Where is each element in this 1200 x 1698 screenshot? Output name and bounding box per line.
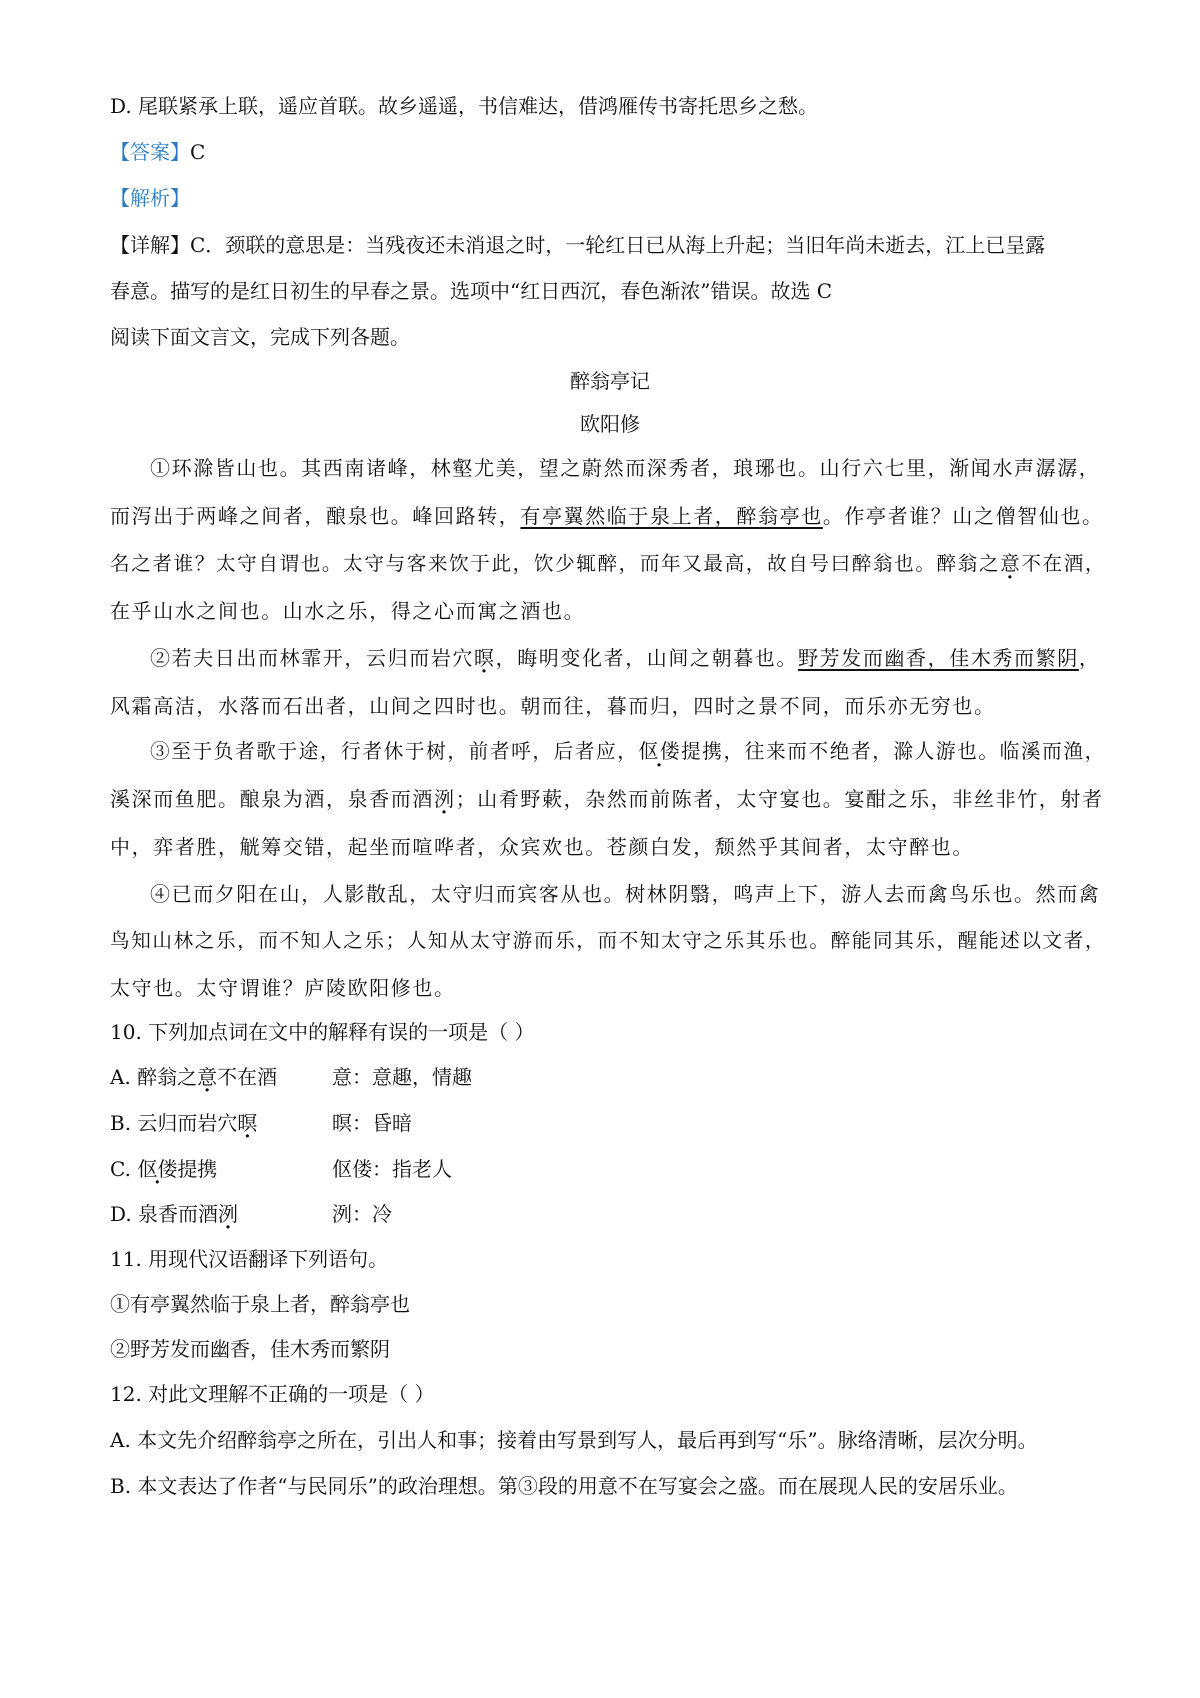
q10-b-dotted: 暝 — [237, 1111, 258, 1135]
q10-b-text: B. 云归而岩穴 — [110, 1111, 238, 1135]
para3-line3: 中，弈者胜，觥筹交错，起坐而喧哗者，众宾欢也。苍颜白发，颓然乎其间者，太守醉也。 — [110, 835, 974, 859]
q12-option-b: B. 本文表达了作者“与民同乐”的政治理想。第③段的用意不在写宴会之盛。而在展现人民的安居乐业。 — [110, 1474, 1018, 1498]
analysis-tag: 【解析】 — [110, 186, 190, 210]
q10-d-dotted: 洌 — [218, 1202, 239, 1226]
para2-line1-c: ， — [1078, 646, 1101, 670]
para3-line1-a: ③至于负者歌于途，行者休于树，前者呼，后者应， — [150, 740, 639, 763]
q9-option-d: D. 尾联紧承上联，遥应首联。故乡遥遥，书信难达，借鸿雁传书寄托思乡之愁。 — [110, 94, 819, 118]
q10-d-explanation: 洌：冷 — [332, 1202, 392, 1226]
q10-b-explanation: 暝：昏暗 — [332, 1111, 412, 1135]
q9-detail-line-1: 【详解】C．颈联的意思是：当残夜还未消退之时，一轮红日已从海上升起；当旧年尚未逝去，江上已呈露 — [110, 233, 1046, 257]
q10-c-text: C. — [110, 1157, 138, 1181]
dotted-word-yulou: 伛偻 — [638, 740, 682, 763]
q12-stem: 12. 对此文理解不正确的一项是（ ） — [110, 1382, 435, 1406]
q10-c-dotted: 伛偻 — [137, 1157, 178, 1181]
para3-line2-b: ；山肴野蔌，杂然而前陈者，太守宴也。宴酣之乐，非丝非竹，射者 — [455, 787, 1104, 811]
q10-a-explanation: 意：意趣，情趣 — [332, 1065, 472, 1089]
answer-value: C — [190, 140, 206, 164]
q10-option-a — [110, 1065, 472, 1089]
q10-option-c — [110, 1157, 452, 1181]
para1-line3-b: 不在酒， — [1021, 552, 1107, 575]
para1-line2 — [110, 504, 1104, 528]
para1-line2-b: 。作亭者谁？山之僧智仙也。 — [822, 504, 1104, 528]
q10-c-explanation: 伛偻：指老人 — [332, 1157, 452, 1181]
underlined-sentence-1: 有亭翼然临于泉上者，醉翁亭也 — [520, 504, 823, 528]
dotted-word-yi: 意 — [1000, 552, 1022, 575]
q9-detail-line-2: 春意。描写的是红日初生的早春之景。选项中“红日西沉，春色渐浓”错误。故选 C — [110, 279, 833, 303]
q11-item-2: ②野芳发而幽香，佳木秀而繁阴 — [110, 1337, 390, 1361]
q10-c-text-b: 提携 — [177, 1157, 218, 1181]
para4-line3: 太守也。太守谓谁？庐陵欧阳修也。 — [110, 976, 456, 1000]
para3-line1 — [150, 740, 1106, 764]
dotted-word-lie: 洌 — [434, 787, 456, 811]
para4-line2: 鸟知山林之乐，而不知人之乐；人知从太守游而乐，而不知太守之乐其乐也。醉能同其乐，醒能述以文者， — [110, 929, 1107, 952]
q10-a-dotted: 意 — [197, 1065, 218, 1089]
dotted-word-ming: 暝 — [474, 646, 496, 670]
q10-stem: 10. 下列加点词在文中的解释有误的一项是（ ） — [110, 1020, 535, 1044]
para1-line4: 在乎山水之间也。山水之乐，得之心而寓之酒也。 — [110, 599, 586, 623]
q10-option-d — [110, 1202, 392, 1226]
q10-a-text-b: 不在酒 — [217, 1065, 278, 1089]
para3-line1-b: 提携，往来而不绝者，滁人游也。临溪而渔， — [681, 740, 1106, 763]
para1-line3 — [110, 552, 1106, 576]
para2-line1-b: ，晦明变化者，山间之朝暮也。 — [495, 646, 799, 670]
q11-stem: 11. 用现代汉语翻译下列语句。 — [110, 1247, 389, 1271]
para2-line1-a: ②若夫日出而林霏开，云归而岩穴 — [150, 646, 474, 670]
para2-line2: 风霜高洁，水落而石出者，山间之四时也。朝而往，暮而归，四时之景不同，而乐亦无穷也。 — [110, 694, 996, 718]
para1-line3-a: 名之者谁？太守自谓也。太守与客来饮于此，饮少辄醉，而年又最高，故自号曰醉翁也。醉翁之 — [110, 552, 1001, 575]
para3-line2-a: 溪深而鱼肥。酿泉为酒，泉香而酒 — [110, 787, 434, 811]
answer-line — [110, 140, 205, 164]
para2-line1 — [150, 646, 1100, 670]
q10-a-text: A. 醉翁之 — [110, 1065, 198, 1089]
passage-author: 欧阳修 — [580, 412, 640, 436]
q11-item-1: ①有亭翼然临于泉上者，醉翁亭也 — [110, 1292, 410, 1316]
reading-instruction: 阅读下面文言文，完成下列各题。 — [110, 325, 410, 349]
para1-line2-a: 而泻出于两峰之间者，酿泉也。峰回路转， — [110, 504, 521, 528]
para4-line1: ④已而夕阳在山，人影散乱，太守归而宾客从也。树林阴翳，鸣声上下，游人去而禽鸟乐也。然而禽 — [150, 882, 1101, 906]
para3-line2 — [110, 787, 1104, 811]
q10-option-b — [110, 1111, 412, 1135]
q12-option-a: A. 本文先介绍醉翁亭之所在，引出人和事；接着由写景到写人，最后再到写“乐”。脉络清晰，层次分明。 — [110, 1428, 1038, 1452]
passage-title: 醉翁亭记 — [570, 369, 650, 393]
underlined-sentence-2: 野芳发而幽香，佳木秀而繁阴 — [798, 646, 1079, 670]
q10-d-text: D. 泉香而酒 — [110, 1202, 219, 1226]
para1-line1: ①环滁皆山也。其西南诸峰，林壑尤美，望之蔚然而深秀者，琅琊也。山行六七里，渐闻水声潺潺， — [150, 456, 1101, 480]
answer-tag: 【答案】 — [110, 140, 190, 164]
